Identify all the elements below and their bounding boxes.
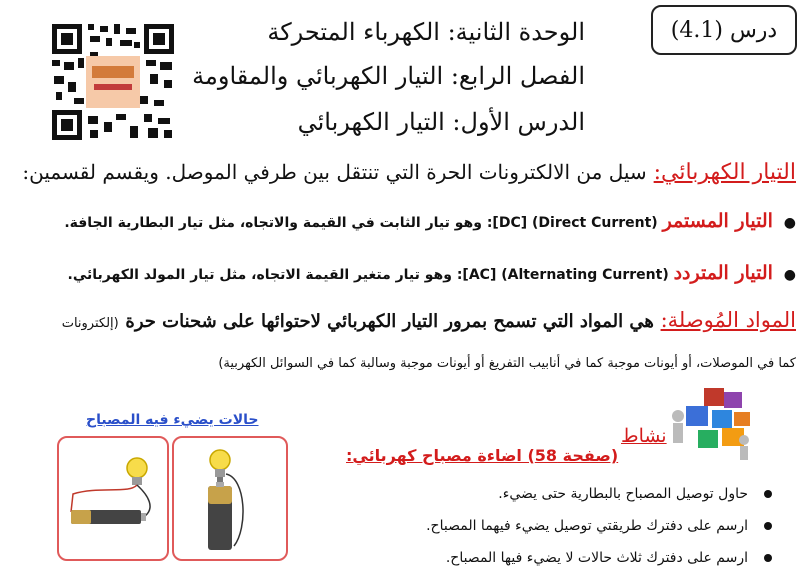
definition-conductors [62,308,796,332]
term-conductors: المواد المُوصلة: [660,308,796,332]
lesson-title: الدرس الأول: التيار الكهربائي [297,108,585,136]
list-item: ارسم على دفترك طريقتي توصيل يضيء فيهما المصباح. [426,512,772,544]
dc-bullet [64,210,796,232]
bullet-dot [764,522,772,530]
list-item: حاول توصيل المصباح بالبطارية حتى يضيء. [426,480,772,512]
activity-title: (صفحة 58) اضاءة مصباح كهربائي: [346,446,619,465]
ac-bullet [68,262,796,284]
list-item: ارسم على دفترك ثلاث حالات لا يضيء فيها المصباح. [426,544,772,576]
definition-conductors-text: هي المواد التي تسمح بمرور التيار الكهربائي لاحتوائها على شحنات حرة [125,311,654,332]
activity-list [426,480,772,576]
activity-label: نشاط [621,425,667,447]
circuit-vertical-battery-illustration [174,438,286,559]
circuit-card-horizontal [57,436,169,561]
term-electric-current: التيار الكهربائي: [653,160,796,185]
chapter-title: الفصل الرابع: التيار الكهربائي والمقاومة [192,62,585,90]
bullet-dot [764,490,772,498]
lesson-number-box [651,5,797,55]
qr-code-icon[interactable] [50,22,176,142]
unit-title: الوحدة الثانية: الكهرباء المتحركة [267,18,585,46]
definition-conductors-tail: (إلكترونات [61,316,119,331]
term-dc: التيار المستمر [662,210,773,232]
definition-current-text: سيل من الالكترونات الحرة التي تنتقل بين طرفي الموصل. ويقسم لقسمين: [22,160,647,184]
lesson-number-label: درس (4.1) [670,17,778,43]
puzzle-people-icon [664,386,754,462]
dc-text: (Direct Current) [DC]: وهو تيار الثابت في القيمة والاتجاه، مثل تيار البطارية الجافة. [64,215,658,231]
circuit-card-vertical [172,436,288,561]
ac-text: (Alternating Current) [AC]: وهو تيار متغير القيمة الاتجاه، مثل تيار المولد الكهربائي. [67,267,669,283]
definition-conductors-continuation: كما في الموصلات، أو أيونات موجبة كما في أنابيب التفريغ أو أيونات موجبة وسالبة كما في السوائل الكهربية) [218,356,796,371]
circuit-horizontal-battery-illustration [59,438,167,559]
definition-current [22,160,796,185]
illustration-title: حالات يضيء فيه المصباح [86,412,259,428]
bullet-dot: ● [783,267,796,283]
term-ac: التيار المتردد [673,262,773,284]
bullet-dot [764,554,772,562]
bullet-dot: ● [783,215,796,231]
